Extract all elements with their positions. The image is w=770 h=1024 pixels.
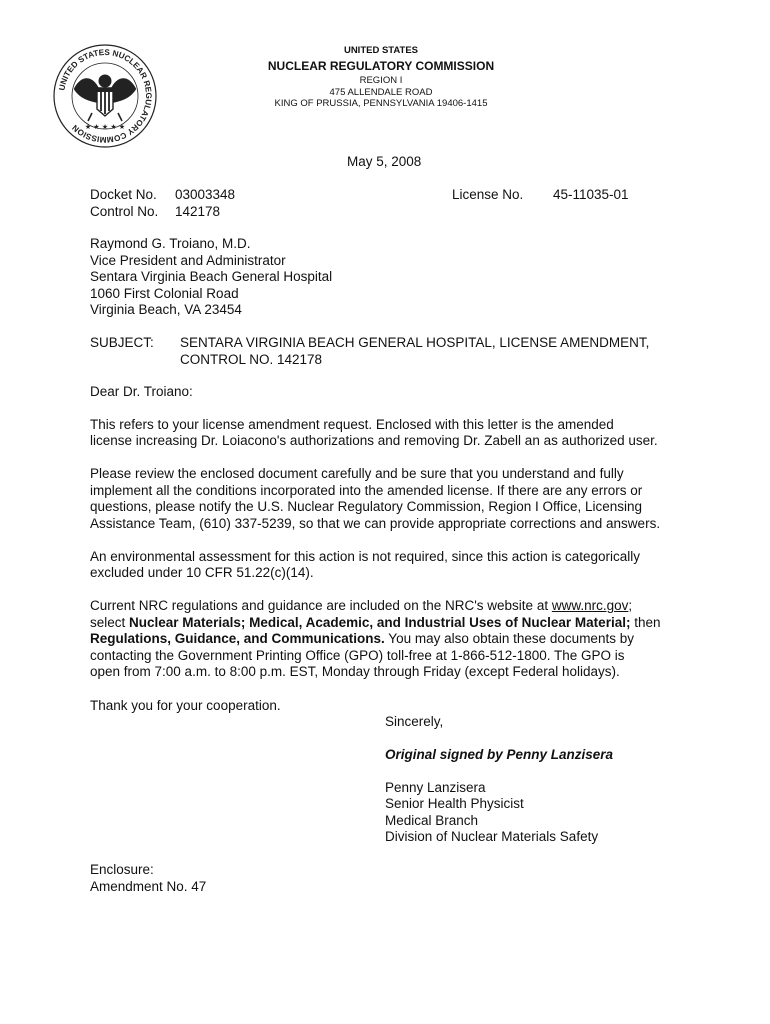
header-region: REGION I <box>359 75 403 86</box>
signature-note: Original signed by Penny Lanzisera <box>385 747 614 762</box>
control-label: Control No. <box>90 204 159 219</box>
enclosure-item: Amendment No. 47 <box>90 879 207 894</box>
seal-ring-text: UNITED STATES NUCLEAR REGULATORY COMMISSION <box>57 47 154 145</box>
subject-line1: SENTARA VIRGINIA BEACH GENERAL HOSPITAL, LICENSE AMENDMENT, <box>180 335 650 350</box>
header-address-line2: KING OF PRUSSIA, PENNSYLVANIA 19406-1415 <box>274 98 488 109</box>
subject-label: SUBJECT: <box>90 335 154 350</box>
paragraph2-line1: Please review the enclosed document carefully and be sure that you understand and fully <box>90 466 624 481</box>
recipient-street: 1060 First Colonial Road <box>90 286 239 301</box>
regulations-guidance-path: Regulations, Guidance, and Communications. <box>90 631 385 646</box>
closing: Sincerely, <box>385 714 444 729</box>
paragraph2-line2: implement all the conditions incorporated into the amended license. If there are any errors or <box>90 483 643 498</box>
paragraph4-line5: open from 7:00 a.m. to 8:00 p.m. EST, Monday through Friday (except Federal holidays). <box>90 664 620 679</box>
paragraph1-line2: license increasing Dr. Loiacono's authorizations and removing Dr. Zabell an as authorized user. <box>90 433 658 448</box>
paragraph2-line4: Assistance Team, (610) 337-5239, so that we can provide appropriate corrections and answers. <box>90 516 661 531</box>
signer-title: Senior Health Physicist <box>385 796 524 811</box>
recipient-name: Raymond G. Troiano, M.D. <box>90 236 251 251</box>
paragraph4-line1: Current NRC regulations and guidance are included on the NRC's website at www.nrc.gov; <box>90 598 633 613</box>
paragraph4-line3: Regulations, Guidance, and Communications. You may also obtain these documents by <box>90 631 634 646</box>
subject-line2: CONTROL NO. 142178 <box>180 352 323 367</box>
header-agency: NUCLEAR REGULATORY COMMISSION <box>267 59 495 73</box>
nrc-seal-icon <box>52 43 158 149</box>
license-label: License No. <box>452 187 524 202</box>
recipient-city: Virginia Beach, VA 23454 <box>90 302 242 317</box>
header-country: UNITED STATES <box>343 45 419 56</box>
recipient-organization: Sentara Virginia Beach General Hospital <box>90 269 333 284</box>
paragraph3-line1: An environmental assessment for this action is not required, since this action is categorically <box>90 549 641 564</box>
docket-label: Docket No. <box>90 187 157 202</box>
salutation: Dear Dr. Troiano: <box>90 384 193 399</box>
paragraph1-line1: This refers to your license amendment request. Enclosed with this letter is the amended <box>90 417 614 432</box>
license-value: 45-11035-01 <box>553 187 629 202</box>
signer-division: Division of Nuclear Materials Safety <box>385 829 599 844</box>
svg-text:★ ★ ★ ★ ★: ★ ★ ★ ★ ★ <box>84 123 126 131</box>
docket-value: 03003348 <box>175 187 236 202</box>
header-address-line1: 475 ALLENDALE ROAD <box>329 87 433 98</box>
paragraph4-line4: contacting the Government Printing Office (GPO) toll-free at 1-866-512-1800. The GPO is <box>90 648 625 663</box>
thanks-line: Thank you for your cooperation. <box>90 698 281 713</box>
paragraph4-line2: select Nuclear Materials; Medical, Academic, and Industrial Uses of Nuclear Material; then <box>90 615 661 630</box>
paragraph3-line2: excluded under 10 CFR 51.22(c)(14). <box>90 565 314 580</box>
signer-name: Penny Lanzisera <box>385 780 486 795</box>
signer-branch: Medical Branch <box>385 813 479 828</box>
letter-date: May 5, 2008 <box>347 154 422 169</box>
nrc-website-link[interactable]: www.nrc.gov <box>551 598 629 613</box>
recipient-title: Vice President and Administrator <box>90 253 286 268</box>
nuclear-materials-path: Nuclear Materials; Medical, Academic, and Industrial Uses of Nuclear Material; <box>129 615 631 630</box>
control-value: 142178 <box>175 204 221 219</box>
paragraph2-line3: questions, please notify the U.S. Nuclear Regulatory Commission, Region I Office, Licensing <box>90 499 643 514</box>
enclosure-label: Enclosure: <box>90 862 154 877</box>
